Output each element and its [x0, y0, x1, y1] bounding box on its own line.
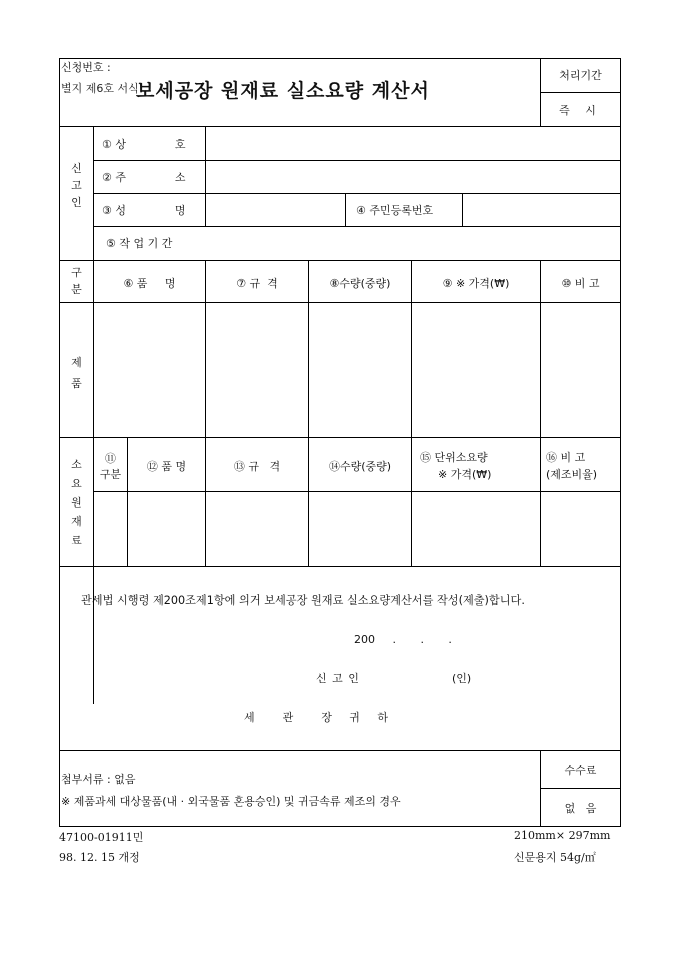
- revision-date: 98. 12. 15 개정: [59, 851, 140, 864]
- label-char: 재: [71, 515, 82, 528]
- row-line: [59, 750, 621, 751]
- form-code: 47100-01911민: [59, 831, 144, 844]
- paper-type: 신문용지 54g/㎡: [514, 851, 596, 864]
- fee-value: 없 음: [564, 802, 597, 815]
- material-item-name-header: ⑫ 품 명: [146, 460, 187, 473]
- label-char: 신: [71, 162, 82, 175]
- product-remarks-header: ⑩ 비 고: [561, 277, 600, 290]
- statement-seal: (인): [452, 672, 472, 685]
- processing-period-value: 즉 시: [559, 104, 602, 117]
- label-char: 원: [71, 496, 82, 509]
- product-spec-cell[interactable]: [206, 303, 308, 437]
- label-char: 소: [71, 458, 82, 471]
- material-remarks-header: [546, 449, 597, 483]
- processing-divider: [540, 92, 621, 93]
- work-period-field[interactable]: [206, 227, 620, 260]
- label-char: 고: [71, 179, 82, 192]
- col-line: [345, 193, 346, 226]
- declarant-group-label: [60, 160, 93, 211]
- trade-name-field[interactable]: [206, 127, 620, 160]
- material-division-number: ⑪: [105, 452, 116, 465]
- frame-right: [620, 58, 621, 827]
- label-char: 분: [71, 283, 82, 296]
- material-unit-requirement-header: [420, 449, 491, 483]
- declarant-bottom-line: [59, 260, 621, 261]
- division-label: [60, 264, 93, 298]
- material-division-text: 구분: [99, 468, 122, 481]
- statement-addressee: 세 관 장 귀 하: [244, 711, 389, 724]
- unit-requirement-line1: ⑮ 단위소요량: [420, 451, 488, 464]
- statement-declarant: 신 고 인: [316, 672, 360, 685]
- product-item-name-cell[interactable]: [94, 303, 205, 437]
- statement-date: 200 . . .: [354, 633, 452, 646]
- product-item-name-header: ⑥ 품 명: [123, 277, 176, 290]
- attachments-label: 첨부서류 : 없음: [61, 773, 136, 786]
- label-char: 품: [71, 377, 82, 390]
- resident-number-label: ④ 주민등록번호: [356, 204, 434, 217]
- paper-size: 210mm× 297mm: [514, 829, 611, 842]
- frame-bottom: [59, 826, 621, 827]
- product-spec-header: ⑦ 규 격: [236, 277, 278, 290]
- material-remarks-line2: (제조비율): [546, 468, 598, 481]
- frame-top: [59, 58, 621, 59]
- product-quantity-header: ⑧수량(중량): [329, 277, 391, 290]
- product-label: [60, 352, 93, 394]
- resident-number-field[interactable]: [463, 194, 620, 226]
- label-char: 구: [71, 266, 82, 279]
- page-title: 보세공장 원재료 실소요량 계산서: [136, 80, 430, 102]
- material-spec-cell[interactable]: [206, 492, 308, 566]
- fee-label: 수수료: [564, 764, 597, 777]
- product-quantity-cell[interactable]: [309, 303, 411, 437]
- processing-period-label: 처리기간: [559, 69, 602, 82]
- name-label: ③ 성 명: [102, 204, 186, 217]
- product-price-cell[interactable]: [412, 303, 540, 437]
- material-bottom-line: [59, 566, 621, 567]
- material-quantity-cell[interactable]: [309, 492, 411, 566]
- material-spec-header: ⑬ 규 격: [233, 460, 281, 473]
- material-division-header: [94, 451, 127, 483]
- material-division-cell[interactable]: [94, 492, 127, 566]
- material-item-name-cell[interactable]: [128, 492, 205, 566]
- material-group-label: [60, 455, 93, 550]
- name-field[interactable]: [206, 194, 345, 226]
- work-period-label: ⑤ 작 업 기 간: [106, 237, 173, 250]
- material-remarks-cell[interactable]: [541, 492, 620, 566]
- row-line: [540, 788, 621, 789]
- material-quantity-header: ⑭수량(중량): [328, 460, 392, 473]
- unit-requirement-line2: ※ 가격(₩): [438, 468, 492, 481]
- label-char: 요: [71, 477, 82, 490]
- address-label: ② 주 소: [102, 171, 186, 184]
- application-number-label: 신청번호 :: [61, 61, 111, 74]
- label-char: 료: [71, 534, 82, 547]
- trade-name-label: ① 상 호: [102, 138, 186, 151]
- material-remarks-line1: ⑯ 비 고: [546, 451, 586, 464]
- product-price-header: ⑨ ※ 가격(₩): [442, 277, 510, 290]
- row-line: [59, 437, 621, 438]
- label-char: 인: [71, 196, 82, 209]
- footer-note: ※ 제품과세 대상물품(내 · 외국물품 혼용승인) 및 귀금속류 제조의 경우: [61, 795, 401, 808]
- address-field[interactable]: [206, 161, 620, 193]
- form-reference: 별지 제6호 서식: [61, 82, 139, 95]
- label-char: 제: [71, 356, 82, 369]
- material-unit-requirement-cell[interactable]: [412, 492, 540, 566]
- statement-text: 관세법 시행령 제200조제1항에 의거 보세공장 원재료 실소요량계산서를 작성(제출)합니다.: [81, 594, 525, 607]
- product-remarks-cell[interactable]: [541, 303, 620, 437]
